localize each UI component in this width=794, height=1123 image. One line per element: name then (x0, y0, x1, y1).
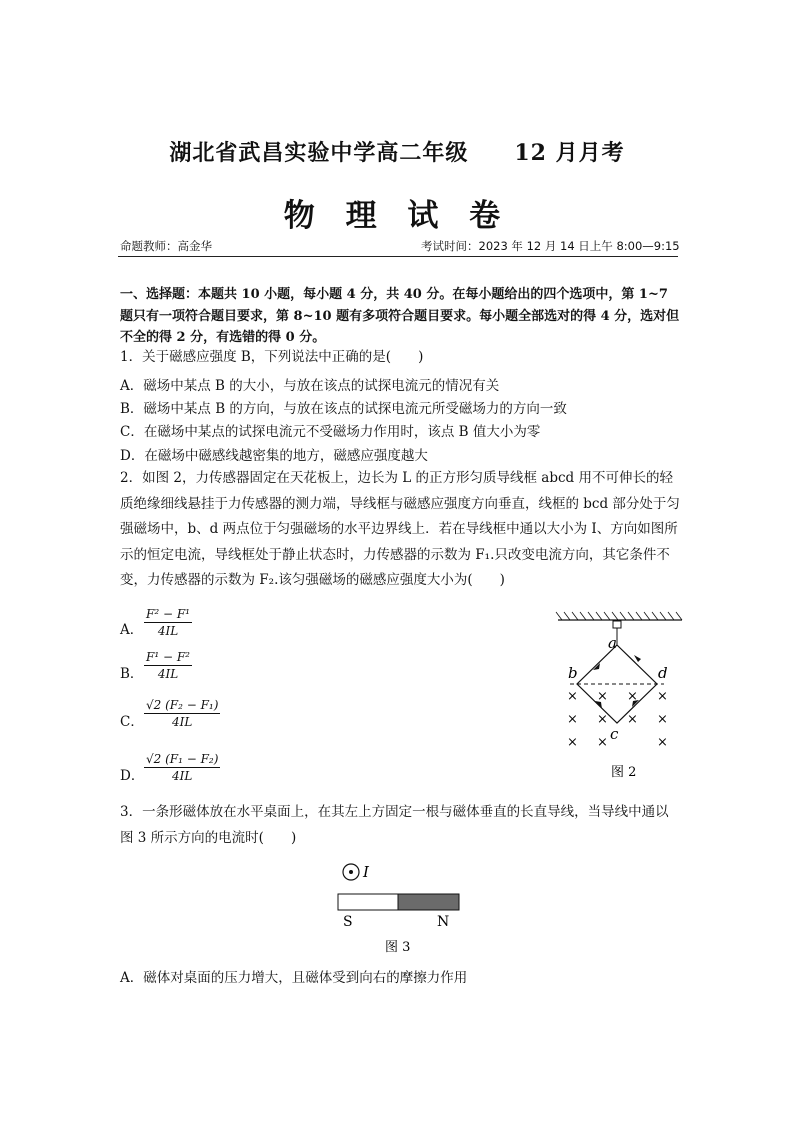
current-label: I (363, 863, 369, 881)
q2-option-c-numerator: √2 (F₂ − F₁) (146, 698, 219, 712)
q2-option-a-numerator: F² − F¹ (146, 607, 190, 621)
figure-2-caption: 图 2 (611, 765, 637, 780)
q2-stem: 2．如图 2，力传感器固定在天花板上，边长为 L 的正方形匀质导线框 abcd 用不可伸长的轻质绝缘细线悬挂于力传感器的测力端，导线框与磁感应强度方向垂直，线框的 bcd 部分处于匀强磁场中，b、d 两点位于匀强磁场的水平边界线上．若在导线框中通以大小为 I、方向如图所示的恒定电流，导线框处于静止状态时，力传感器的示数为 F₁.只改变电流方向，其它条件不变，力传感器的示数为 F₂.该匀强磁场的磁感应强度大小为( ) (120, 470, 680, 588)
svg-text:×: × (567, 735, 578, 750)
q2-option-b-fraction (144, 650, 192, 681)
header-divider (118, 256, 678, 257)
label-c: c (610, 725, 619, 743)
svg-text:×: × (657, 689, 668, 704)
label-d: d (658, 664, 668, 682)
svg-text:×: × (657, 735, 668, 750)
q2-option-d-denominator: 4IL (172, 769, 193, 783)
q2-option-d-label: D． (120, 768, 145, 784)
magnet-north-half (398, 894, 459, 910)
svg-text:×: × (657, 712, 668, 727)
q1-option-d: D．在磁场中磁感线越密集的地方，磁感应强度越大 (120, 448, 428, 464)
q2-option-c-label: C． (120, 714, 144, 730)
figure-3-caption: 图 3 (385, 940, 411, 955)
q2-option-c-denominator: 4IL (172, 715, 193, 729)
q2-option-d-numerator: √2 (F₁ − F₂) (146, 752, 219, 766)
figure-2-diagram (550, 608, 690, 783)
author-line: 命题教师：高金华 (120, 239, 212, 253)
q2-option-c-fraction (144, 698, 220, 729)
q2-option-d-fraction (144, 752, 220, 783)
current-dot (349, 870, 353, 874)
arrow-da (634, 655, 641, 662)
svg-text:×: × (597, 689, 608, 704)
south-pole-label: S (343, 914, 353, 930)
magnet-south-half (338, 894, 398, 910)
svg-text:×: × (567, 712, 578, 727)
q2-option-b-label: B． (120, 666, 144, 682)
q2-option-a-label: A． (120, 622, 144, 638)
q2-option-b-denominator: 4IL (157, 667, 179, 681)
q1-option-c: C．在磁场中某点的试探电流元不受磁场力作用时，该点 B 值大小为零 (120, 424, 541, 440)
q3-option-a: A．磁体对桌面的压力增大，且磁体受到向右的摩擦力作用 (120, 970, 468, 986)
q3-stem: 3．一条形磁体放在水平桌面上，在其左上方固定一根与磁体垂直的长直导线，当导线中通以图 3 所示方向的电流时( ) (120, 804, 669, 846)
q1-stem: 1．关于磁感应强度 B，下列说法中正确的是( ) (120, 349, 424, 365)
north-pole-label: N (437, 914, 450, 930)
q2-option-b-numerator: F¹ − F² (146, 650, 190, 664)
exam-title: 湖北省武昌实验中学高二年级 12 月月考 (169, 140, 625, 166)
arrow-ab (593, 663, 600, 670)
svg-text:×: × (567, 689, 578, 704)
force-sensor (613, 621, 621, 628)
figure-3-diagram (330, 858, 470, 958)
ceiling (556, 612, 682, 620)
svg-text:×: × (627, 689, 638, 704)
q1-option-b: B．磁场中某点 B 的方向，与放在该点的试探电流元所受磁场力的方向一致 (120, 401, 567, 417)
q1-option-a: A．磁场中某点 B 的大小，与放在该点的试探电流元的情况有关 (120, 378, 500, 394)
label-a: a (608, 634, 617, 652)
exam-time: 考试时间：2023 年 12 月 14 日上午 8:00—9:15 (421, 239, 680, 253)
q2-option-a-fraction (144, 607, 192, 638)
q2-option-a-denominator: 4IL (157, 624, 179, 638)
exam-subtitle: 物 理 试 卷 (283, 198, 511, 234)
section-instructions: 一、选择题：本题共 10 小题，每小题 4 分，共 40 分。在每小题给出的四个选项中，第 1~7 题只有一项符合题目要求，第 8~10 题有多项符合题目要求。每小题全部选对的得 4 分，选对但不全的得 2 分，有选错的得 0 分。 (120, 287, 680, 345)
svg-text:×: × (597, 735, 608, 750)
svg-text:×: × (627, 712, 638, 727)
svg-text:×: × (597, 712, 608, 727)
label-b: b (568, 664, 578, 682)
wire-frame (577, 645, 657, 723)
